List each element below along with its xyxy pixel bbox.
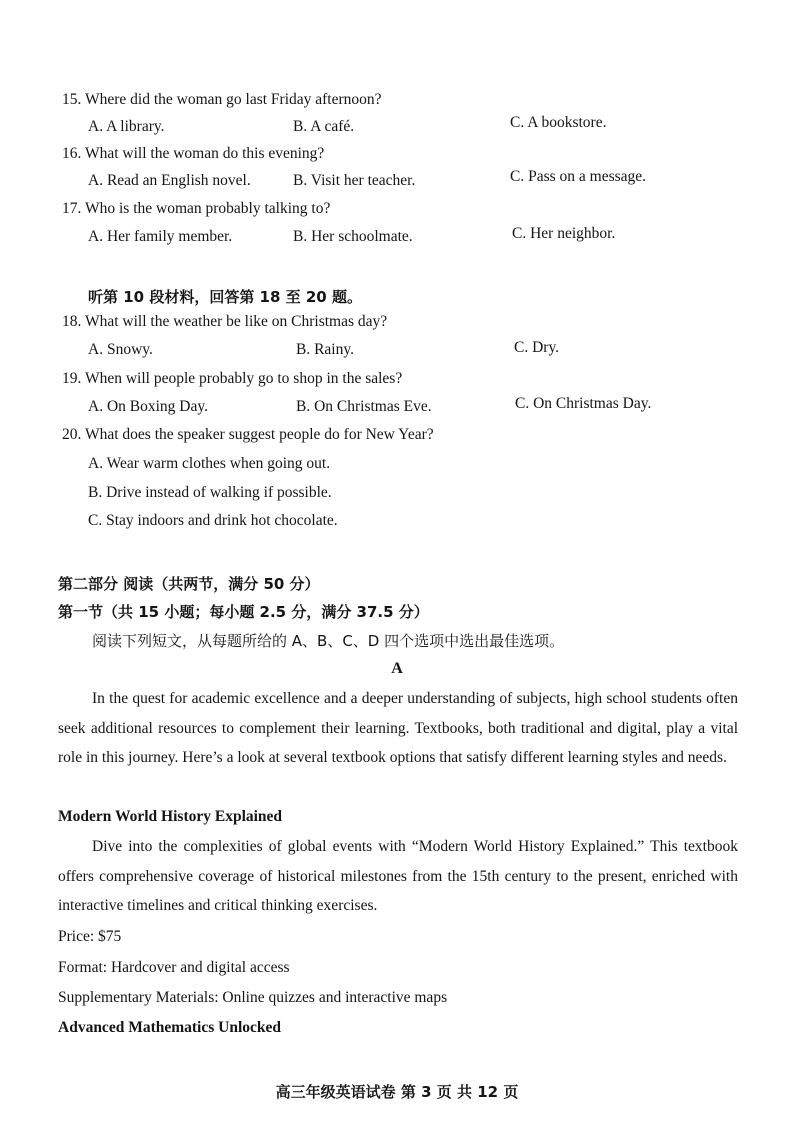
q15-option-b: B. A café. [293,118,355,135]
question-17: 17. Who is the woman probably talking to? [62,200,331,217]
q18-option-b: B. Rainy. [296,341,354,358]
question-18: 18. What will the weather be like on Christmas day? [62,313,388,330]
part2-heading: 第二部分 阅读（共两节，满分 50 分） [58,575,320,593]
q17-option-a: A. Her family member. [88,228,233,245]
q15-option-c: C. A bookstore. [510,114,607,131]
question-15: 15. Where did the woman go last Friday afternoon? [62,91,382,108]
q17-option-b: B. Her schoolmate. [293,228,413,245]
passage-intro-text: In the quest for academic excellence and a deeper understanding of subjects, high school students often seek additional resources to complement their learning. Textbooks, both traditional and digital, play a vital role in this journey. Here’s a look at several textbook options that satisfy different learning styles and needs. [58,690,738,766]
book1-format: Format: Hardcover and digital access [58,959,290,976]
book1-description-text: Dive into the complexities of global events with “Modern World History Explained.” This textbook offers comprehensive coverage of historical milestones from the 15th century to the present, enriched with interactive timelines and critical thinking exercises. [58,838,738,914]
question-19: 19. When will people probably go to shop in the sales? [62,370,403,387]
q19-option-a: A. On Boxing Day. [88,398,208,415]
section-10-instruction: 听第 10 段材料，回答第 18 至 20 题。 [88,288,362,306]
book1-title: Modern World History Explained [58,808,283,825]
q20-option-b: B. Drive instead of walking if possible. [88,484,332,501]
q20-option-c: C. Stay indoors and drink hot chocolate. [88,512,338,529]
reading-instruction: 阅读下列短文，从每题所给的 A、B、C、D 四个选项中选出最佳选项。 [92,632,565,650]
book1-supplementary: Supplementary Materials: Online quizzes and interactive maps [58,989,448,1006]
q15-option-a: A. A library. [88,118,165,135]
q17-option-c: C. Her neighbor. [512,225,616,242]
q16-option-b: B. Visit her teacher. [293,172,416,189]
question-16: 16. What will the woman do this evening? [62,145,325,162]
q19-option-c: C. On Christmas Day. [515,395,652,412]
book1-description [58,832,738,921]
q20-option-a: A. Wear warm clothes when going out. [88,455,331,472]
passage-letter: A [391,660,403,677]
q18-option-c: C. Dry. [514,339,560,356]
page-footer: 高三年级英语试卷 第 3 页 共 12 页 [275,1083,519,1101]
q18-option-a: A. Snowy. [88,341,153,358]
section1-heading: 第一节（共 15 小题；每小题 2.5 分，满分 37.5 分） [58,603,429,621]
q19-option-b: B. On Christmas Eve. [296,398,432,415]
q16-option-a: A. Read an English novel. [88,172,251,189]
book1-price: Price: $75 [58,928,122,945]
passage-intro [58,684,738,773]
q16-option-c: C. Pass on a message. [510,168,647,185]
book2-title: Advanced Mathematics Unlocked [58,1019,282,1036]
question-20: 20. What does the speaker suggest people do for New Year? [62,426,434,443]
